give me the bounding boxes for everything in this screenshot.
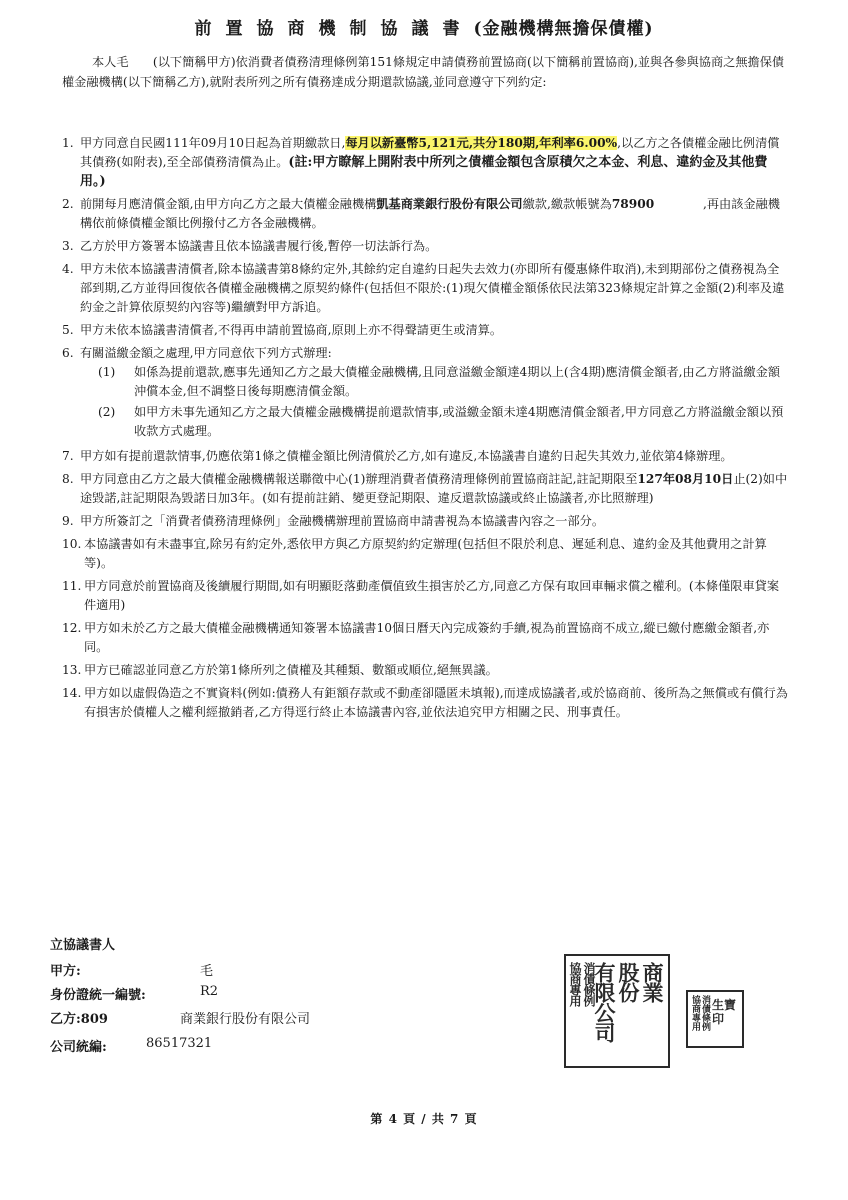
bank-seal-stamp [564, 954, 670, 1068]
clause-6-intro: 有關溢繳金額之處理,甲方同意依下列方式辦理: [80, 346, 332, 360]
clause-10 [62, 535, 788, 573]
clause-1 [62, 134, 788, 191]
party-b-label: 乙方:809 [50, 1012, 108, 1027]
clause-8 [62, 470, 788, 508]
clause-text: 甲方如以虛假偽造之不實資料(例如:債務人有鉅額存款或不動產卻隱匿未填報),而達成協議者,或於協商前、後所為之無償或有償行為有損害於債權人之權利經撤銷者,乙方得逕行終止本協議書內容,並依法追究甲方相關之民、刑事責任。 [84, 686, 788, 719]
clause-text: 甲方未依本協議書清償者,除本協議書第8條約定外,其餘約定自違約日起失去效力(亦即所有優惠條件取消),未到期部份之債務視為全部到期,乙方並得回復依各債權金融機構之原契約條件(包括但不限於:(1)現欠債權金額係依民法第323條規定計算之金額(2)利率及違約金之計算依原契約內容等)繼續對甲方訴追。 [80, 262, 785, 314]
clause-1-body: ,以乙方之各債權金融比例清償其債務(如附表),至全部債務清償為止。 [80, 136, 780, 169]
seal-text: 生寶印 [712, 998, 737, 1026]
party-a-row [50, 960, 214, 979]
seal-text: 股份 [616, 962, 641, 1002]
clause-list [62, 134, 788, 726]
company-id-label: 公司統編: [50, 1040, 107, 1055]
clause-1-note: (註:甲方瞭解上開附表中所列之債權金額包含原積欠之本金、利息、違約金及其他費用。) [80, 155, 768, 189]
sub-clause-number: (1) [98, 365, 116, 379]
sub-clause [98, 363, 788, 401]
party-a-label: 甲方: [50, 964, 81, 979]
clause-12 [62, 619, 788, 657]
representative-seal-stamp [686, 990, 744, 1048]
payment-terms-highlight: 每月以新臺幣5,121元,共分180期,年利率6.00% [345, 136, 618, 150]
clause-11 [62, 577, 788, 615]
clause-number: 14. [62, 686, 82, 700]
id-number-value: R2 [200, 984, 219, 999]
seal-text: 消債條例 [582, 962, 596, 1006]
seal-text: 消債條例 [700, 995, 710, 1031]
clause-text: 本協議書如有未盡事宜,除另有約定外,悉依甲方與乙方原契約約定辦理(包括但不限於利息、遲延利息、違約金及其他費用之計算等)。 [84, 537, 767, 570]
clause-6 [62, 344, 788, 443]
clause-text: 乙方於甲方簽署本協議書且依本協議書履行後,暫停一切法訴行為。 [80, 239, 438, 253]
clause-number: 4. [62, 262, 74, 276]
sub-clause-text: 如甲方未事先通知乙方之最大債權金融機構提前還款情事,或溢繳金額未達4期應清償金額者,甲方同意乙方將溢繳金額以預收款方式處理。 [134, 405, 784, 438]
clause-2-start: 前開每月應清償金額,由甲方向乙方之最大債權金融機構 [80, 197, 377, 211]
clause-2 [62, 195, 788, 233]
clause-text: 甲方同意於前置協商及後續履行期間,如有明顯貶落動產價值致生損害於乙方,同意乙方保有取回車輛求償之權利。(本條僅限車貸案件適用) [84, 579, 780, 612]
clause-text: 甲方已確認並同意乙方於第1條所列之債權及其種類、數額或順位,絕無異議。 [84, 663, 498, 677]
clause-text: 甲方如未於乙方之最大債權金融機構通知簽署本協議書10個日曆天內完成簽約手續,視為前置協商不成立,縱已繳付應繳金額者,亦同。 [84, 621, 770, 654]
clause-4 [62, 260, 788, 317]
clause-2-mid: 繳款,繳款帳號為 [522, 197, 612, 211]
clause-number: 10. [62, 537, 82, 551]
party-b-name: 商業銀行股份有限公司 [180, 1012, 311, 1027]
sub-clause-text: 如係為提前還款,應事先通知乙方之最大債權金融機構,且同意溢繳金額達4期以上(含4期)應清償金額者,由乙方將溢繳金額沖償本金,但不調整日後每期應清償金額。 [134, 365, 781, 398]
clause-number: 11. [62, 579, 82, 593]
clause-number: 5. [62, 323, 74, 337]
title-main: 前置協商機制協議書 [194, 19, 474, 39]
seal-text: 協商專用 [690, 995, 700, 1031]
clause-8-end: 止(2)如中途毀諾,註記期限為毀諾日加3年。(如有提前註銷、變更登記期限、違反還款協議或終止協議者,亦比照辦理) [80, 472, 788, 505]
registration-end-date: 127年08月10日 [637, 472, 734, 486]
clause-5 [62, 321, 788, 340]
clause-number: 9. [62, 514, 74, 528]
clause-number: 2. [62, 197, 74, 211]
clause-text [80, 344, 788, 443]
party-b-row [50, 1008, 311, 1027]
title-sub: (金融機構無擔保債權) [473, 19, 654, 39]
account-number: 78900 [611, 197, 655, 211]
clause-7 [62, 447, 788, 466]
sub-clause [98, 403, 788, 441]
company-id-value: 86517321 [146, 1036, 213, 1051]
intro-paragraph: 本人毛 (以下簡稱甲方)依消費者債務清理條例第151條規定申請債務前置協商(以下簡稱前置協商),並與各參與協商之無擔保債權金融機構(以下簡稱乙方),就附表所列之所有債務達成分期還款協議,並同意遵守下列約定: [62, 55, 785, 89]
clause-13 [62, 661, 788, 680]
seal-text: 有限公司 [592, 962, 617, 1042]
clause-number: 8. [62, 472, 74, 486]
clause-14 [62, 684, 788, 722]
page-number: 第 4 頁 / 共 7 頁 [370, 1112, 478, 1126]
clause-8-start: 甲方同意由乙方之最大債權金融機構報送聯徵中心(1)辦理消費者債務清理條例前置協商註記,註記期限至 [80, 472, 638, 486]
clause-text: 甲方所簽訂之「消費者債務清理條例」金融機構辦理前置協商申請書視為本協議書內容之一部分。 [80, 514, 605, 528]
id-number-row [50, 984, 219, 1003]
party-a-name: 毛 [200, 964, 214, 979]
document-title [0, 14, 848, 39]
clause-text [80, 470, 788, 508]
clause-text: 甲方未依本協議書清償者,不得再申請前置協商,原則上亦不得聲請更生或清算。 [80, 323, 503, 337]
clause-number: 1. [62, 136, 74, 150]
clause-number: 7. [62, 449, 74, 463]
clause-text [80, 195, 788, 233]
clause-text: 甲方如有提前還款情事,仍應依第1條之債權金額比例清償於乙方,如有違反,本協議書自違約日起失其效力,並依第4條辦理。 [80, 449, 733, 463]
signers-heading: 立協議書人 [50, 938, 116, 953]
clause-number: 12. [62, 621, 82, 635]
sub-clause-number: (2) [98, 405, 116, 419]
company-id-row [50, 1036, 213, 1055]
clause-text [80, 134, 788, 191]
clause-number: 3. [62, 239, 74, 253]
seal-text: 商業 [640, 962, 665, 1002]
creditor-bank-name: 凱基商業銀行股份有限公司 [376, 197, 523, 211]
clause-1-start-date: 甲方同意自民國111年09月10日起為首期繳款日, [80, 136, 346, 150]
clause-number: 13. [62, 663, 82, 677]
clause-number: 6. [62, 346, 74, 360]
id-number-label: 身份證統一編號: [50, 988, 146, 1003]
clause-9 [62, 512, 788, 531]
clause-3 [62, 237, 788, 256]
seal-text: 協商專用 [568, 962, 582, 1006]
clause-2-end: ,再由該金融機構依前條債權金額比例撥付乙方各金融機構。 [80, 197, 780, 230]
